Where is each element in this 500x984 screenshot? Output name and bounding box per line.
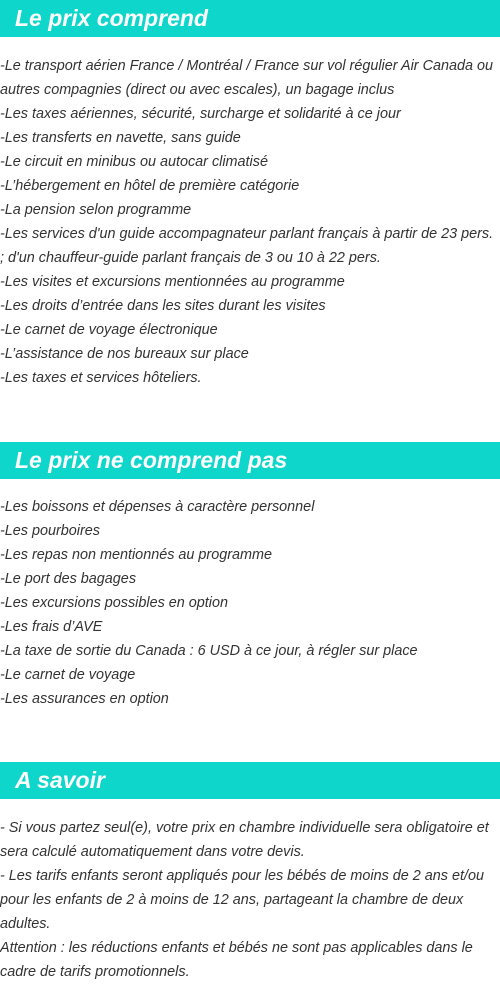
- price-includes-list: [0, 54, 500, 390]
- list-item: -Les pourboires: [0, 523, 100, 539]
- section-header-price-includes: Le prix comprend: [0, 0, 500, 37]
- list-item: -La pension selon programme: [0, 202, 192, 218]
- section-header-price-excludes: Le prix ne comprend pas: [0, 442, 500, 479]
- list-item: -Le port des bagages: [0, 571, 137, 587]
- list-item: -Les transferts en navette, sans guide: [0, 130, 241, 146]
- list-item: -Les boissons et dépenses à caractère personnel: [0, 499, 315, 515]
- section-header-good-to-know: A savoir: [0, 762, 500, 799]
- list-item: -Le transport aérien France / Montréal / France sur vol régulier Air Canada ou autres compagnies (direct ou avec escales), un bagage inclus: [0, 58, 493, 98]
- paragraph: - Si vous partez seul(e), votre prix en chambre individuelle sera obligatoire et sera calculé automatiquement dans votre devis.: [0, 820, 489, 860]
- paragraph: Attention : les réductions enfants et bébés ne sont pas applicables dans le cadre de tarifs promotionnels.: [0, 940, 473, 980]
- list-item: -L’hébergement en hôtel de première catégorie: [0, 178, 300, 194]
- list-item: -Le carnet de voyage: [0, 667, 136, 683]
- list-item: -Le circuit en minibus ou autocar climatisé: [0, 154, 268, 170]
- list-item: -Les visites et excursions mentionnées au programme: [0, 274, 345, 290]
- list-item: -Les droits d’entrée dans les sites durant les visites: [0, 298, 326, 314]
- list-item: -Les services d'un guide accompagnateur parlant français à partir de 23 pers. ; d'un chauffeur-guide parlant français de 3 ou 10 à 22 pers.: [0, 226, 494, 266]
- list-item: -Les repas non mentionnés au programme: [0, 547, 272, 563]
- list-item: -Les assurances en option: [0, 691, 169, 707]
- paragraph: - Les tarifs enfants seront appliqués pour les bébés de moins de 2 ans et/ou pour les enfants de 2 à moins de 12 ans, partageant la chambre de deux adultes.: [0, 868, 484, 932]
- list-item: -Les frais d’AVE: [0, 619, 103, 635]
- list-item: -Les taxes et services hôteliers.: [0, 370, 202, 386]
- price-excludes-list: [0, 495, 500, 711]
- good-to-know-text: [0, 816, 500, 984]
- list-item: -Le carnet de voyage électronique: [0, 322, 218, 338]
- list-item: -L’assistance de nos bureaux sur place: [0, 346, 249, 362]
- list-item: -La taxe de sortie du Canada : 6 USD à ce jour, à régler sur place: [0, 643, 418, 659]
- list-item: -Les excursions possibles en option: [0, 595, 228, 611]
- list-item: -Les taxes aériennes, sécurité, surcharge et solidarité à ce jour: [0, 106, 401, 122]
